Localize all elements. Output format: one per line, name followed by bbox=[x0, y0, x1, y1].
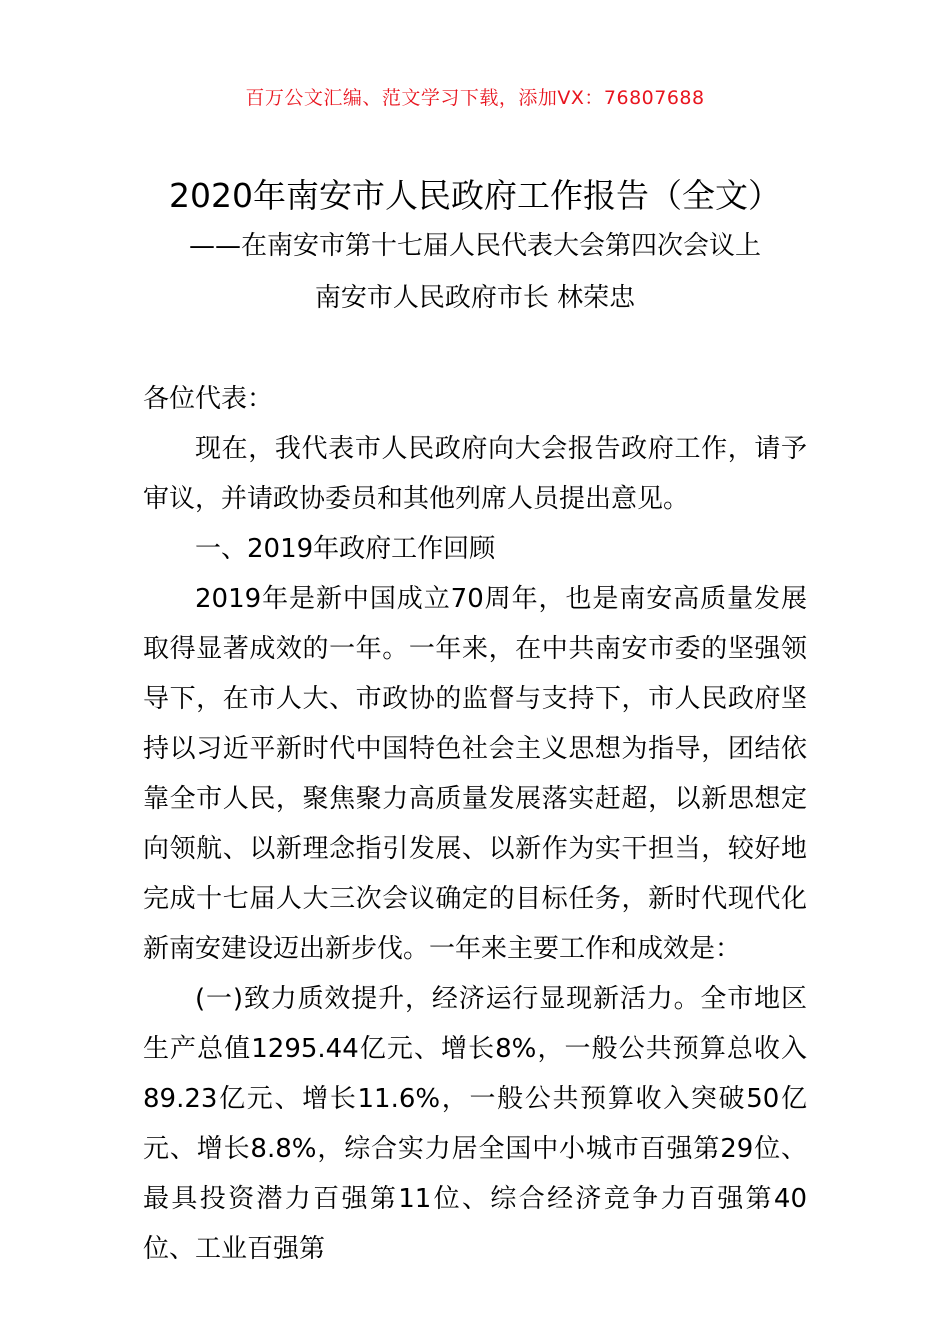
paragraph-review: 2019年是新中国成立70周年，也是南安高质量发展取得显著成效的一年。一年来，在中共南安市委的坚强领导下，在市人大、市政协的监督与支持下，市人民政府坚持以习近平新时代中国特色社会主义思想为指导，团结依靠全市人民，聚焦聚力高质量发展落实赶超，以新思想定向领航、以新理念指引发展、以新作为实干担当，较好地完成十七届人大三次会议确定的目标任务，新时代现代化新南安建设迈出新步伐。一年来主要工作和成效是： bbox=[143, 584, 807, 964]
document-title: 2020年南安市人民政府工作报告（全文） bbox=[169, 176, 781, 215]
document-body bbox=[143, 374, 807, 1274]
section-heading: 一、2019年政府工作回顾 bbox=[195, 534, 496, 564]
salutation: 各位代表： bbox=[143, 384, 274, 414]
paragraph-intro: 现在，我代表市人民政府向大会报告政府工作，请予审议，并请政协委员和其他列席人员提出意见。 bbox=[143, 434, 807, 514]
document-subtitle-occasion: ——在南安市第十七届人民代表大会第四次会议上 bbox=[188, 231, 761, 261]
paragraph-economy: (一)致力质效提升，经济运行显现新活力。全市地区生产总值1295.44亿元、增长8%，一般公共预算总收入89.23亿元、增长11.6%，一般公共预算收入突破50亿元、增长8.8%，综合实力居全国中小城市百强第29位、最具投资潜力百强第11位、综合经济竞争力百强第40位、工业百强第 bbox=[143, 984, 807, 1264]
document-subtitle-speaker: 南安市人民政府市长 林荣忠 bbox=[314, 283, 636, 313]
watermark-banner: 百万公文汇编、范文学习下载，添加VX：76807688 bbox=[245, 87, 705, 109]
